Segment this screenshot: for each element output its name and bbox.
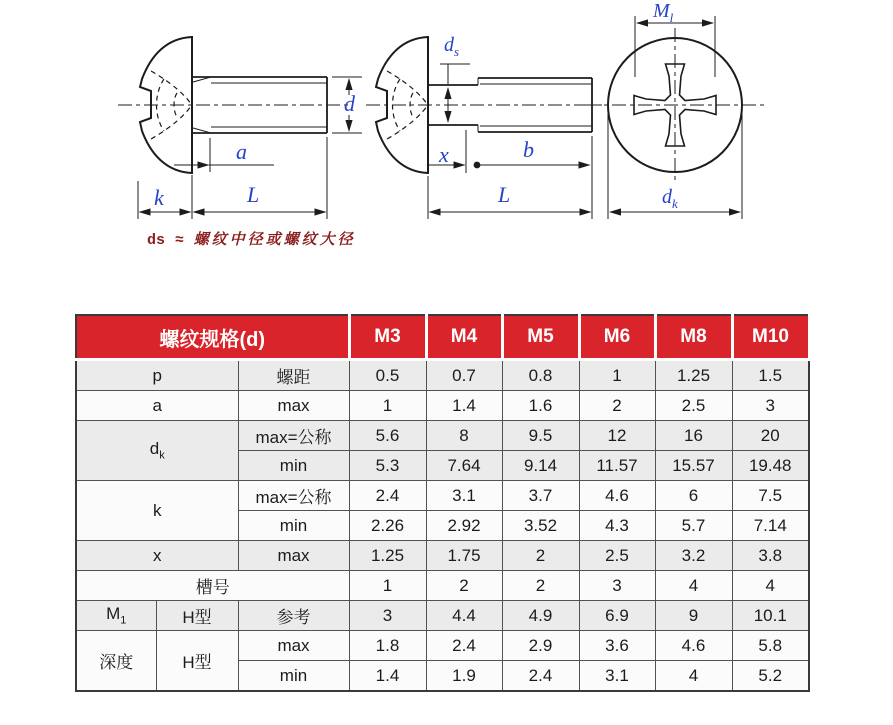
spec-header-cell: 螺纹规格(d) xyxy=(76,315,349,360)
value-cell: 0.8 xyxy=(502,360,579,391)
value-cell: 9.5 xyxy=(502,421,579,451)
value-cell: 1 xyxy=(349,391,426,421)
value-cell: 12 xyxy=(579,421,655,451)
row-condition: min xyxy=(238,511,349,541)
value-cell: 4.9 xyxy=(502,601,579,631)
value-cell: 2.5 xyxy=(579,541,655,571)
value-cell: 5.7 xyxy=(655,511,732,541)
value-cell: 3 xyxy=(349,601,426,631)
value-cell: 1.5 xyxy=(732,360,809,391)
value-cell: 1.6 xyxy=(502,391,579,421)
row-dk-max xyxy=(76,421,809,451)
value-cell: 7.5 xyxy=(732,481,809,511)
value-cell: 19.48 xyxy=(732,451,809,481)
row-label-m1: $M_1$ xyxy=(76,601,156,631)
value-cell: 3.1 xyxy=(426,481,502,511)
value-cell: 1.25 xyxy=(349,541,426,571)
ds-note-caption xyxy=(147,228,356,249)
value-cell: 2 xyxy=(502,541,579,571)
dim-label-a: a xyxy=(236,139,247,164)
row-condition: min xyxy=(238,661,349,692)
value-cell: 3.7 xyxy=(502,481,579,511)
value-cell: 10.1 xyxy=(732,601,809,631)
row-label: 深度 xyxy=(76,631,156,692)
value-cell: 1.25 xyxy=(655,360,732,391)
value-cell: 2.92 xyxy=(426,511,502,541)
value-cell: 20 xyxy=(732,421,809,451)
value-cell: 4 xyxy=(732,571,809,601)
value-cell: 7.14 xyxy=(732,511,809,541)
value-cell: 9 xyxy=(655,601,732,631)
value-cell: 15.57 xyxy=(655,451,732,481)
size-header-m5: M5 xyxy=(502,315,579,360)
value-cell: 4.6 xyxy=(579,481,655,511)
dim-label-k: k xyxy=(154,185,164,210)
value-cell: 5.8 xyxy=(732,631,809,661)
dim-label-dk: $d_k$ xyxy=(662,186,678,211)
row-m1-reference xyxy=(76,601,809,631)
row-condition: max xyxy=(238,391,349,421)
size-header-m8: M8 xyxy=(655,315,732,360)
value-cell: 4.6 xyxy=(655,631,732,661)
value-cell: 3.2 xyxy=(655,541,732,571)
caption-approx: ≈ xyxy=(175,231,184,248)
value-cell: 2.4 xyxy=(502,661,579,692)
side-view-full-thread-drawing xyxy=(95,15,365,230)
value-cell: 3.1 xyxy=(579,661,655,692)
value-cell: 1.8 xyxy=(349,631,426,661)
row-label-type: H型 xyxy=(156,601,238,631)
row-condition: max xyxy=(238,631,349,661)
value-cell: 3.52 xyxy=(502,511,579,541)
value-cell: 16 xyxy=(655,421,732,451)
value-cell: 3 xyxy=(579,571,655,601)
row-label: k xyxy=(76,481,238,541)
row-depth-max xyxy=(76,631,809,661)
caption-text: 螺纹中径或螺纹大径 xyxy=(193,232,356,248)
row-condition: min xyxy=(238,451,349,481)
dim-label-ds: $d_s$ xyxy=(444,34,460,59)
value-cell: 1.75 xyxy=(426,541,502,571)
row-label-type: H型 xyxy=(156,631,238,692)
value-cell: 2.4 xyxy=(426,631,502,661)
value-cell: 1 xyxy=(349,571,426,601)
size-header-m4: M4 xyxy=(426,315,502,360)
value-cell: 8 xyxy=(426,421,502,451)
centerline xyxy=(586,28,764,184)
value-cell: 6 xyxy=(655,481,732,511)
dim-label-b: b xyxy=(523,137,534,162)
value-cell: 1.4 xyxy=(349,661,426,692)
value-cell: 5.3 xyxy=(349,451,426,481)
thread-spec-table xyxy=(75,314,811,692)
value-cell: 3 xyxy=(732,391,809,421)
dim-label-d: d xyxy=(344,91,355,116)
value-cell: 0.7 xyxy=(426,360,502,391)
size-header-m6: M6 xyxy=(579,315,655,360)
row-label: 槽号 xyxy=(76,571,349,601)
value-cell: 0.5 xyxy=(349,360,426,391)
value-cell: 5.2 xyxy=(732,661,809,692)
value-cell: 4 xyxy=(655,661,732,692)
value-cell: 1 xyxy=(579,360,655,391)
row-x xyxy=(76,541,809,571)
value-cell: 1.4 xyxy=(426,391,502,421)
table-header-row xyxy=(76,315,809,360)
dim-label-L-middle: L xyxy=(498,182,511,207)
row-slot-number xyxy=(76,571,809,601)
value-cell: 3.8 xyxy=(732,541,809,571)
row-condition: 螺距 xyxy=(238,360,349,391)
row-condition: max=公称 xyxy=(238,421,349,451)
dim-label-x: x xyxy=(439,142,449,167)
value-cell: 4.3 xyxy=(579,511,655,541)
value-cell: 2.26 xyxy=(349,511,426,541)
value-cell: 11.57 xyxy=(579,451,655,481)
row-label: x xyxy=(76,541,238,571)
dim-label-L-left: L xyxy=(247,182,260,207)
row-condition: max=公称 xyxy=(238,481,349,511)
row-a xyxy=(76,391,809,421)
value-cell: 2 xyxy=(579,391,655,421)
value-cell: 4 xyxy=(655,571,732,601)
value-cell: 2.5 xyxy=(655,391,732,421)
row-p xyxy=(76,360,809,391)
row-k-max xyxy=(76,481,809,511)
value-cell: 2 xyxy=(502,571,579,601)
value-cell: 1.9 xyxy=(426,661,502,692)
side-view-partial-thread-drawing xyxy=(360,15,610,230)
dim-label-Ml: $M_l$ xyxy=(653,0,674,25)
size-header-m3: M3 xyxy=(349,315,426,360)
value-cell: 9.14 xyxy=(502,451,579,481)
row-label-dk: $d_k$ xyxy=(76,421,238,481)
value-cell: 3.6 xyxy=(579,631,655,661)
caption-term: ds xyxy=(147,232,166,249)
row-condition: 参考 xyxy=(238,601,349,631)
size-header-m10: M10 xyxy=(732,315,809,360)
value-cell: 2.4 xyxy=(349,481,426,511)
value-cell: 5.6 xyxy=(349,421,426,451)
value-cell: 2 xyxy=(426,571,502,601)
row-label: p xyxy=(76,360,238,391)
value-cell: 7.64 xyxy=(426,451,502,481)
row-label: a xyxy=(76,391,238,421)
value-cell: 2.9 xyxy=(502,631,579,661)
value-cell: 6.9 xyxy=(579,601,655,631)
value-cell: 4.4 xyxy=(426,601,502,631)
row-condition: max xyxy=(238,541,349,571)
